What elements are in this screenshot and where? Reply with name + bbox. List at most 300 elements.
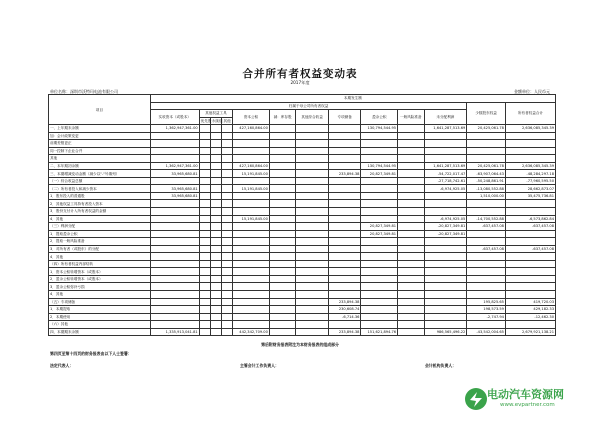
cell-value: [296, 291, 329, 299]
cell-value: [505, 132, 555, 140]
cell-value: [210, 328, 221, 336]
cell-value: 2,679,921,138.21: [505, 328, 555, 336]
cell-value: [328, 238, 361, 246]
cell-value: [505, 140, 555, 148]
cell-value: [222, 306, 233, 314]
cell-value: [424, 306, 467, 314]
cell-value: -637,457.08: [467, 223, 506, 231]
row-label: 1．股东投入的普通股: [49, 192, 151, 200]
cell-value: 1,641,287,513.69: [424, 162, 467, 170]
cell-value: [222, 200, 233, 208]
cell-value: [424, 192, 467, 200]
row-label: 1．本期提取: [49, 306, 151, 314]
cell-value: [269, 275, 295, 283]
cell-value: [328, 147, 361, 155]
cell-value: 20,425,061.78: [467, 162, 506, 170]
cell-value: 130,794,544.95: [361, 125, 398, 133]
cell-value: [199, 125, 210, 133]
cell-value: [361, 140, 398, 148]
cell-value: [424, 147, 467, 155]
cell-value: [199, 313, 210, 321]
cell-value: [361, 185, 398, 193]
cell-value: [361, 275, 398, 283]
cell-value: [199, 291, 210, 299]
cell-value: [361, 253, 398, 261]
cell-value: 33,965,680.81: [150, 170, 199, 178]
row-label: 同一控制下企业合并: [49, 147, 151, 155]
cell-value: [505, 283, 555, 291]
cell-value: [398, 223, 424, 231]
other-comp-header: 其他综合收益: [296, 110, 329, 125]
cell-value: [199, 260, 210, 268]
cell-value: [199, 238, 210, 246]
cell-value: -6,714.36: [328, 313, 361, 321]
cell-value: [233, 283, 270, 291]
row-label: 4．其他: [49, 291, 151, 299]
cell-value: [199, 185, 210, 193]
report-year: 2017年度: [290, 80, 310, 85]
cell-value: [222, 313, 233, 321]
cell-value: [398, 328, 424, 336]
cell-value: [199, 275, 210, 283]
parent-equity-header: 归属于母公司所有者权益: [150, 102, 466, 110]
row-label: 2．提取一般风险准备: [49, 238, 151, 246]
cell-value: [398, 283, 424, 291]
cell-value: [296, 230, 329, 238]
cell-value: [398, 268, 424, 276]
table-row: [49, 253, 556, 261]
cell-value: [233, 230, 270, 238]
cell-value: [361, 268, 398, 276]
cell-value: 427,160,864.00: [233, 162, 270, 170]
cell-value: -6,974,925.05: [424, 215, 467, 223]
cell-value: [210, 132, 221, 140]
cell-value: [199, 223, 210, 231]
cell-value: [328, 125, 361, 133]
cell-value: [199, 155, 210, 163]
cell-value: [222, 208, 233, 216]
cell-value: [210, 298, 221, 306]
cell-value: [210, 230, 221, 238]
cell-value: [199, 245, 210, 253]
cell-value: [210, 291, 221, 299]
cell-value: [467, 208, 506, 216]
cell-value: 151,621,894.76: [361, 328, 398, 336]
cell-value: [361, 215, 398, 223]
cell-value: [328, 140, 361, 148]
cell-value: [269, 238, 295, 246]
cell-value: 20,827,349.81: [361, 170, 398, 178]
cell-value: [424, 283, 467, 291]
cell-value: [467, 238, 506, 246]
cell-value: [269, 147, 295, 155]
cell-value: [398, 140, 424, 148]
cell-value: [296, 125, 329, 133]
row-label: 四、本期期末余额: [49, 328, 151, 336]
cell-value: [505, 200, 555, 208]
cell-value: [328, 283, 361, 291]
cell-value: [328, 192, 361, 200]
cell-value: [505, 275, 555, 283]
cell-value: [505, 147, 555, 155]
cell-value: [361, 298, 398, 306]
cell-value: [424, 291, 467, 299]
cell-value: [233, 245, 270, 253]
cell-value: [424, 238, 467, 246]
table-row: [49, 177, 556, 185]
cell-value: -6,573,862.84: [505, 215, 555, 223]
cell-value: -637,457.08: [505, 245, 555, 253]
cell-value: [233, 208, 270, 216]
cell-value: [210, 245, 221, 253]
cell-value: [398, 192, 424, 200]
cell-value: 198,573.59: [467, 306, 506, 314]
table-row: [49, 208, 556, 216]
cell-value: [269, 298, 295, 306]
cell-value: [222, 298, 233, 306]
cell-value: 427,160,864.00: [233, 125, 270, 133]
cell-value: 28,662,873.07: [505, 185, 555, 193]
cell-value: [150, 215, 199, 223]
equity-change-table: [48, 94, 556, 336]
cell-value: [210, 125, 221, 133]
cell-value: 1,510,000.00: [467, 192, 506, 200]
retained-header: 未分配利润: [424, 110, 467, 125]
cell-value: [296, 321, 329, 329]
cell-value: [210, 223, 221, 231]
cell-value: [467, 260, 506, 268]
cell-value: [296, 298, 329, 306]
table-row: [49, 238, 556, 246]
cell-value: [328, 162, 361, 170]
cell-value: [398, 298, 424, 306]
cell-value: 20,827,349.81: [361, 223, 398, 231]
cell-value: [199, 170, 210, 178]
cell-value: [150, 298, 199, 306]
cell-value: [361, 155, 398, 163]
cell-value: [467, 275, 506, 283]
cell-value: [210, 200, 221, 208]
cell-value: [150, 245, 199, 253]
special-reserve-header: 专项储备: [328, 110, 361, 125]
cell-value: [210, 147, 221, 155]
cell-value: [210, 192, 221, 200]
cell-value: [328, 177, 361, 185]
cell-value: [233, 147, 270, 155]
cell-value: [328, 291, 361, 299]
cell-value: [199, 298, 210, 306]
cell-value: [269, 132, 295, 140]
cell-value: [233, 238, 270, 246]
cell-value: [467, 283, 506, 291]
cell-value: 15,191,845.00: [233, 215, 270, 223]
table-row: [49, 155, 556, 163]
cell-value: 1,641,287,513.69: [424, 125, 467, 133]
cell-value: [150, 140, 199, 148]
table-row: [49, 306, 556, 314]
cell-value: [210, 275, 221, 283]
cell-value: [467, 132, 506, 140]
cell-value: [269, 268, 295, 276]
cell-value: [233, 223, 270, 231]
cell-value: [222, 260, 233, 268]
table-row: [49, 313, 556, 321]
cell-value: -27,718,742.61: [424, 177, 467, 185]
cell-value: [328, 132, 361, 140]
cell-value: [199, 328, 210, 336]
cell-value: [233, 275, 270, 283]
cell-value: [233, 177, 270, 185]
cell-value: -6,974,925.05: [424, 185, 467, 193]
cell-value: [328, 230, 361, 238]
cell-value: [424, 321, 467, 329]
row-label: 1．提取盈余公积: [49, 230, 151, 238]
cell-value: 230,608.74: [328, 306, 361, 314]
table-row: [49, 192, 556, 200]
capital-reserve-header: 资本公积: [233, 110, 270, 125]
cell-value: 15,191,845.00: [233, 185, 270, 193]
signature-note: 第四页至第十四页的财务报表由以下人士签署：: [50, 351, 132, 356]
cell-value: -43,542,004.65: [467, 328, 506, 336]
cell-value: -637,457.08: [467, 245, 506, 253]
cell-value: [398, 185, 424, 193]
cell-value: [269, 313, 295, 321]
table-row: [49, 125, 556, 133]
cell-value: 233,894.38: [328, 170, 361, 178]
cell-value: [505, 291, 555, 299]
cell-value: [233, 321, 270, 329]
cell-value: [199, 215, 210, 223]
cell-value: -13,080,552.88: [467, 185, 506, 193]
cell-value: [398, 170, 424, 178]
cell-value: [361, 245, 398, 253]
cell-value: [361, 260, 398, 268]
cell-value: [210, 177, 221, 185]
cell-value: [269, 215, 295, 223]
cell-value: [222, 253, 233, 261]
table-row: [49, 328, 556, 336]
cell-value: [269, 208, 295, 216]
cell-value: 15,191,845.00: [233, 170, 270, 178]
cell-value: [222, 162, 233, 170]
cell-value: 233,894.38: [328, 298, 361, 306]
cell-value: [296, 328, 329, 336]
cell-value: [296, 147, 329, 155]
cell-value: [222, 140, 233, 148]
cell-value: [199, 140, 210, 148]
row-label: 前期差错更正: [49, 140, 151, 148]
cell-value: [424, 260, 467, 268]
cell-value: [328, 268, 361, 276]
cell-value: [150, 223, 199, 231]
report-title: 合并所有者权益变动表: [242, 68, 358, 80]
row-label: （五）专项储备: [49, 298, 151, 306]
cell-value: 195,825.65: [467, 298, 506, 306]
cell-value: [296, 192, 329, 200]
cell-value: [328, 275, 361, 283]
cell-value: [328, 200, 361, 208]
table-row: [49, 215, 556, 223]
cell-value: [424, 132, 467, 140]
cell-value: [269, 283, 295, 291]
cell-value: 33,965,680.81: [150, 185, 199, 193]
cell-value: [296, 170, 329, 178]
cell-value: [210, 238, 221, 246]
accounting-head-signature: 主管会计工作负责人：: [240, 363, 279, 368]
cell-value: [199, 192, 210, 200]
cell-value: [199, 253, 210, 261]
cell-value: 33,965,680.81: [150, 192, 199, 200]
cell-value: [398, 321, 424, 329]
cell-value: [296, 245, 329, 253]
cell-value: -12,462.30: [505, 313, 555, 321]
cell-value: [150, 200, 199, 208]
cell-value: [150, 253, 199, 261]
cell-value: [233, 260, 270, 268]
cell-value: [199, 283, 210, 291]
cell-value: -2,747.94: [467, 313, 506, 321]
row-label: 4．其他: [49, 215, 151, 223]
cell-value: [269, 155, 295, 163]
paid-in-header: 实收资本（或股本）: [150, 110, 199, 125]
cell-value: -63,907,064.43: [467, 170, 506, 178]
footer-note: 第后附财务报表附注为本财务报表的组成部分: [261, 342, 339, 347]
cell-value: [269, 125, 295, 133]
cell-value: [424, 313, 467, 321]
table-row: [49, 170, 556, 178]
cell-value: [222, 275, 233, 283]
cell-value: [269, 140, 295, 148]
cell-value: [505, 260, 555, 268]
cell-value: [150, 132, 199, 140]
cell-value: [222, 132, 233, 140]
cell-value: [424, 275, 467, 283]
cell-value: [398, 260, 424, 268]
total-header: 所有者权益合计: [505, 102, 555, 125]
unit-name: 单位名称：深圳市沃特玛电池有限公司: [50, 89, 118, 94]
cell-value: [361, 306, 398, 314]
cell-value: [424, 298, 467, 306]
cell-value: [150, 177, 199, 185]
cell-value: [269, 306, 295, 314]
cell-value: [233, 192, 270, 200]
cell-value: [296, 215, 329, 223]
legal-rep-signature: 法定代表人：: [50, 363, 74, 368]
cell-value: [328, 260, 361, 268]
cell-value: [361, 177, 398, 185]
cell-value: [296, 177, 329, 185]
table-row: [49, 321, 556, 329]
cell-value: [398, 230, 424, 238]
cell-value: [398, 291, 424, 299]
table-row: [49, 245, 556, 253]
cell-value: [424, 155, 467, 163]
cell-value: [222, 185, 233, 193]
row-label: （一）综合收益总额: [49, 177, 151, 185]
cell-value: [424, 200, 467, 208]
minority-header: 少数股东权益: [467, 102, 506, 125]
cell-value: [222, 283, 233, 291]
cell-value: [269, 260, 295, 268]
cell-value: [269, 223, 295, 231]
cell-value: [296, 223, 329, 231]
cell-value: -20,827,349.81: [424, 230, 467, 238]
row-label: 3．股份支付计入所有者权益的金额: [49, 208, 151, 216]
cell-value: [269, 321, 295, 329]
cell-value: [328, 185, 361, 193]
cell-value: [467, 140, 506, 148]
cell-value: 233,894.38: [328, 328, 361, 336]
cell-value: -54,722,017.47: [424, 170, 467, 178]
treasury-header: 减：库存股: [269, 110, 295, 125]
row-label: 三、本期增减变动金额（减少以"-"号填列）: [49, 170, 151, 178]
cell-value: [269, 253, 295, 261]
cell-value: [150, 283, 199, 291]
cell-value: 130,794,544.95: [361, 162, 398, 170]
cell-value: 442,342,709.00: [233, 328, 270, 336]
cell-value: [210, 185, 221, 193]
cell-value: [398, 125, 424, 133]
row-label: （二）所有者投入和减少资本: [49, 185, 151, 193]
cell-value: [467, 253, 506, 261]
cell-value: [467, 268, 506, 276]
cell-value: [233, 313, 270, 321]
cell-value: [199, 177, 210, 185]
cell-value: 2,636,085,345.39: [505, 125, 555, 133]
cell-value: [210, 140, 221, 148]
cell-value: 35,475,736.81: [505, 192, 555, 200]
cell-value: [233, 200, 270, 208]
cell-value: [269, 328, 295, 336]
cell-value: [361, 147, 398, 155]
cell-value: [424, 268, 467, 276]
cell-value: [210, 260, 221, 268]
cell-value: [269, 162, 295, 170]
cell-value: [233, 268, 270, 276]
table-row: [49, 275, 556, 283]
cell-value: [398, 132, 424, 140]
cell-value: [222, 230, 233, 238]
cell-value: [150, 275, 199, 283]
cell-value: [150, 321, 199, 329]
cell-value: [328, 215, 361, 223]
table-row: [49, 260, 556, 268]
cell-value: [199, 132, 210, 140]
row-label: （四）所有者权益内部结转: [49, 260, 151, 268]
cell-value: [398, 253, 424, 261]
row-label: 二、本年期初余额: [49, 162, 151, 170]
cell-value: [210, 208, 221, 216]
cell-value: -637,457.08: [505, 223, 555, 231]
cell-value: [467, 291, 506, 299]
cell-value: [398, 177, 424, 185]
cell-value: [398, 200, 424, 208]
other-header: 其他: [223, 118, 231, 123]
cell-value: [233, 298, 270, 306]
cell-value: [398, 162, 424, 170]
cell-value: [269, 170, 295, 178]
cell-value: [222, 155, 233, 163]
cell-value: [467, 321, 506, 329]
table-row: [49, 140, 556, 148]
row-label: 其他: [49, 155, 151, 163]
table-row: [49, 162, 556, 170]
table-row: [49, 268, 556, 276]
cell-value: [296, 283, 329, 291]
cell-value: [505, 208, 555, 216]
cell-value: [328, 208, 361, 216]
cell-value: [296, 306, 329, 314]
